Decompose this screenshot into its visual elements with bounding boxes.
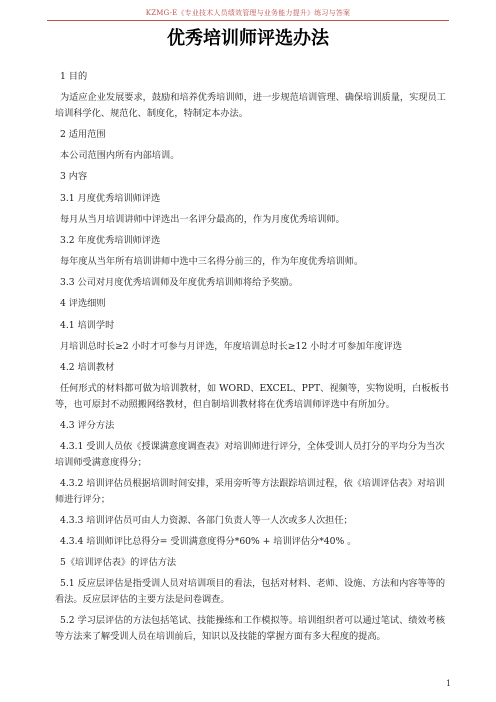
section-heading: 4 评选细则 [60,298,106,310]
clause-paragraph: 5.2 学习层评估的方法包括笔试、技能操练和工作模拟等。培训组织者可以通过笔试、绩效考核等方法来了解受训人员在培训前后，知识以及技能的掌握方面有多大程度的提高。 [55,615,446,642]
subsection-heading: 3.3 公司对月度优秀培训师及年度优秀培训师将给予奖励。 [60,277,299,289]
clause-paragraph: 4.3.1 受训人员依《授课满意度调查表》对培训师进行评分，全体受训人员打分的平均分为当次培训师受满意度得分； [55,441,445,468]
section-heading: 5《培训评估表》的评估方法 [60,557,177,569]
page-number: 1 [446,679,452,688]
body-paragraph: 每年度从当年所有培训讲师中选中三名得分前三的，作为年度优秀培训师。 [60,256,364,268]
body-paragraph: 每月从当月培训讲师中评选出一名评分最高的，作为月度优秀培训师。 [60,213,345,225]
section-heading: 3 内容 [60,171,88,183]
clause-paragraph: 4.3.4 培训师评比总得分= 受训满意度得分*60% + 培训评估分*40% 。 [60,535,357,547]
running-header: KZMG-E《专业技术人员绩效管理与业务能力提升》练习与答案 [145,9,351,17]
document-body [55,69,450,650]
clause-paragraph: 4.3.3 培训评估员可由人力资源、各部门负责人等一人次或多人次担任； [60,514,353,526]
subsection-heading: 4.1 培训学时 [60,319,115,331]
header-divider [47,20,449,21]
body-paragraph: 月培训总时长≥2 小时才可参与月评选，年度培训总时长≥12 小时才可参加年度评选 [60,340,402,352]
subsection-heading: 3.1 月度优秀培训师评选 [60,192,161,204]
clause-paragraph: 5.1 反应层评估是指受训人员对培训项目的看法，包括对材料、老师、设施、方法和内容等等的看法。反应层评估的主要方法是问卷调查。 [55,578,446,605]
body-paragraph: 任何形式的材料都可做为培训教材，如 WORD、EXCEL、PPT、视频等，实物说明，白板板书等，也可原封不动照搬网络教材，但自制培训教材将在优秀培训师评选中有所加分。 [55,383,449,410]
document-title: 优秀培训师评选办法 [167,28,329,49]
body-paragraph: 为适应企业发展要求，鼓励和培养优秀培训师，进一步规范培训管理、确保培训质量，实现员工培训科学化、规范化、制度化，特制定本办法。 [55,92,446,119]
section-heading: 2 适用范围 [60,128,106,140]
subsection-heading: 4.2 培训教材 [60,362,115,374]
subsection-heading: 4.3 评分方法 [60,420,115,431]
subsection-heading: 3.2 年度优秀培训师评选 [60,234,161,246]
section-heading: 1 目的 [60,71,88,82]
clause-paragraph: 4.3.2 培训评估员根据培训时间安排，采用旁听等方法跟踪培训过程，依《培训评估表》对培训师进行评分； [55,477,445,505]
body-paragraph: 本公司范围内所有内部培训。 [60,150,180,162]
